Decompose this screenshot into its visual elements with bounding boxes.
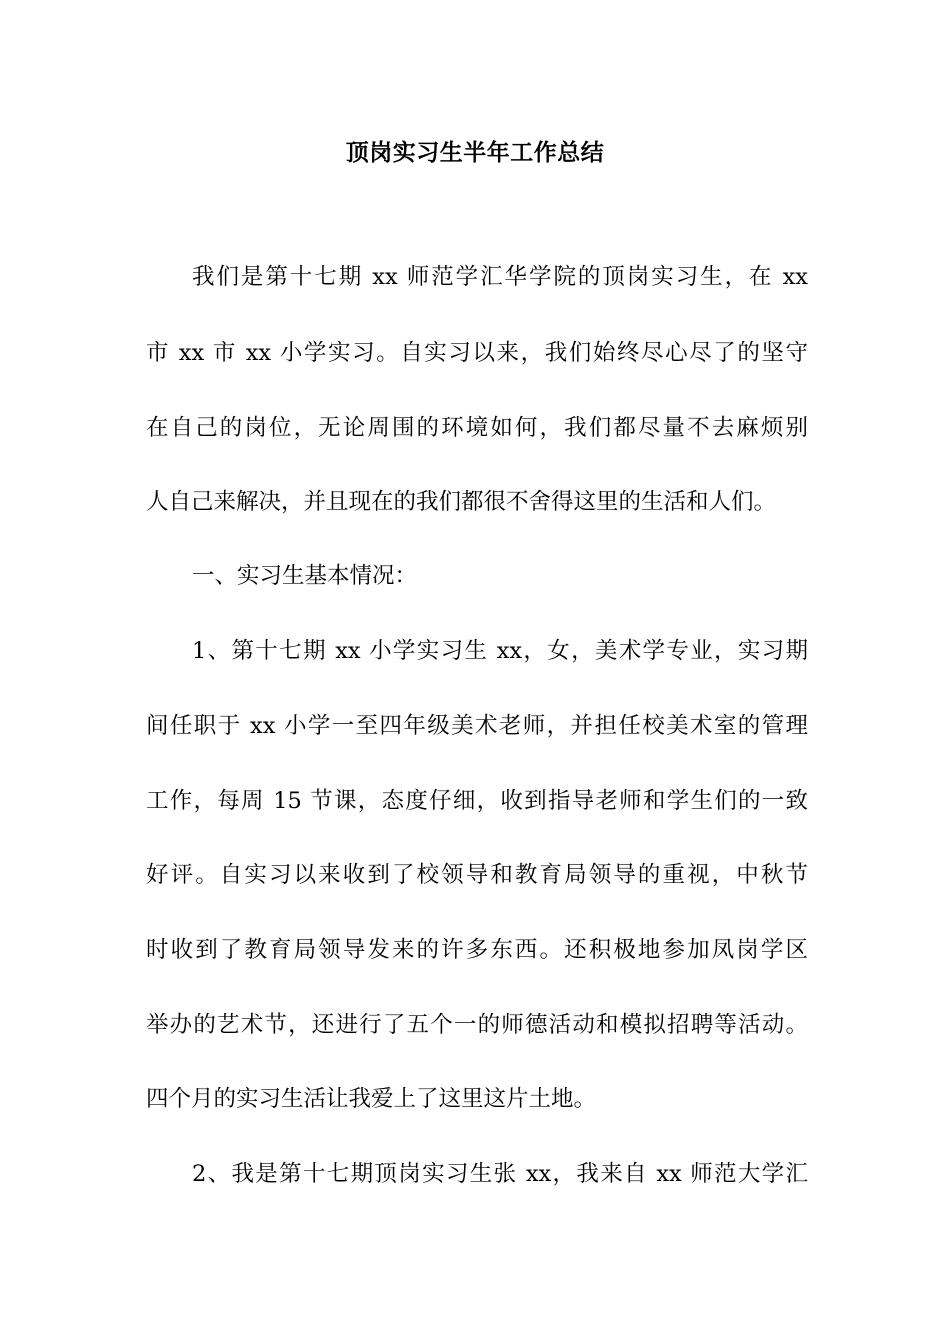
paragraph-2-line-1: 1、第十七期 xx 小学实习生 xx，女，美术学专业，实习期	[192, 638, 808, 664]
paragraph-1-line-4: 人自己来解决，并且现在的我们都很不舍得这里的生活和人们。	[146, 489, 777, 515]
paragraph-1-line-3: 在自己的岗位，无论周围的环境如何，我们都尽量不去麻烦别	[146, 415, 808, 441]
paragraph-2-line-3: 工作，每周 15 节课，态度仔细，收到指导老师和学生们的一致	[146, 788, 808, 814]
paragraph-1-line-1: 我们是第十七期 xx 师范学汇华学院的顶岗实习生，在 xx	[192, 264, 808, 290]
section-heading-basic-info: 一、实习生基本情况：	[192, 563, 418, 589]
paragraph-2-line-7: 四个月的实习生活让我爱上了这里这片土地。	[146, 1086, 597, 1112]
paragraph-3-line-1: 2、我是第十七期顶岗实习生张 xx，我来自 xx 师范大学汇	[192, 1161, 808, 1187]
paragraph-1-line-2: 市 xx 市 xx 小学实习。自实习以来，我们始终尽心尽了的坚守	[146, 340, 808, 366]
document-title: 顶岗实习生半年工作总结	[345, 140, 605, 166]
paragraph-2-line-5: 时收到了教育局领导发来的许多东西。还积极地参加凤岗学区	[146, 937, 808, 963]
paragraph-2-line-2: 间任职于 xx 小学一至四年级美术老师，并担任校美术室的管理	[146, 713, 808, 739]
paragraph-2-line-6: 举办的艺术节，还进行了五个一的师德活动和模拟招聘等活动。	[146, 1012, 808, 1038]
paragraph-2-line-4: 好评。自实习以来收到了校领导和教育局领导的重视，中秋节	[146, 862, 808, 888]
